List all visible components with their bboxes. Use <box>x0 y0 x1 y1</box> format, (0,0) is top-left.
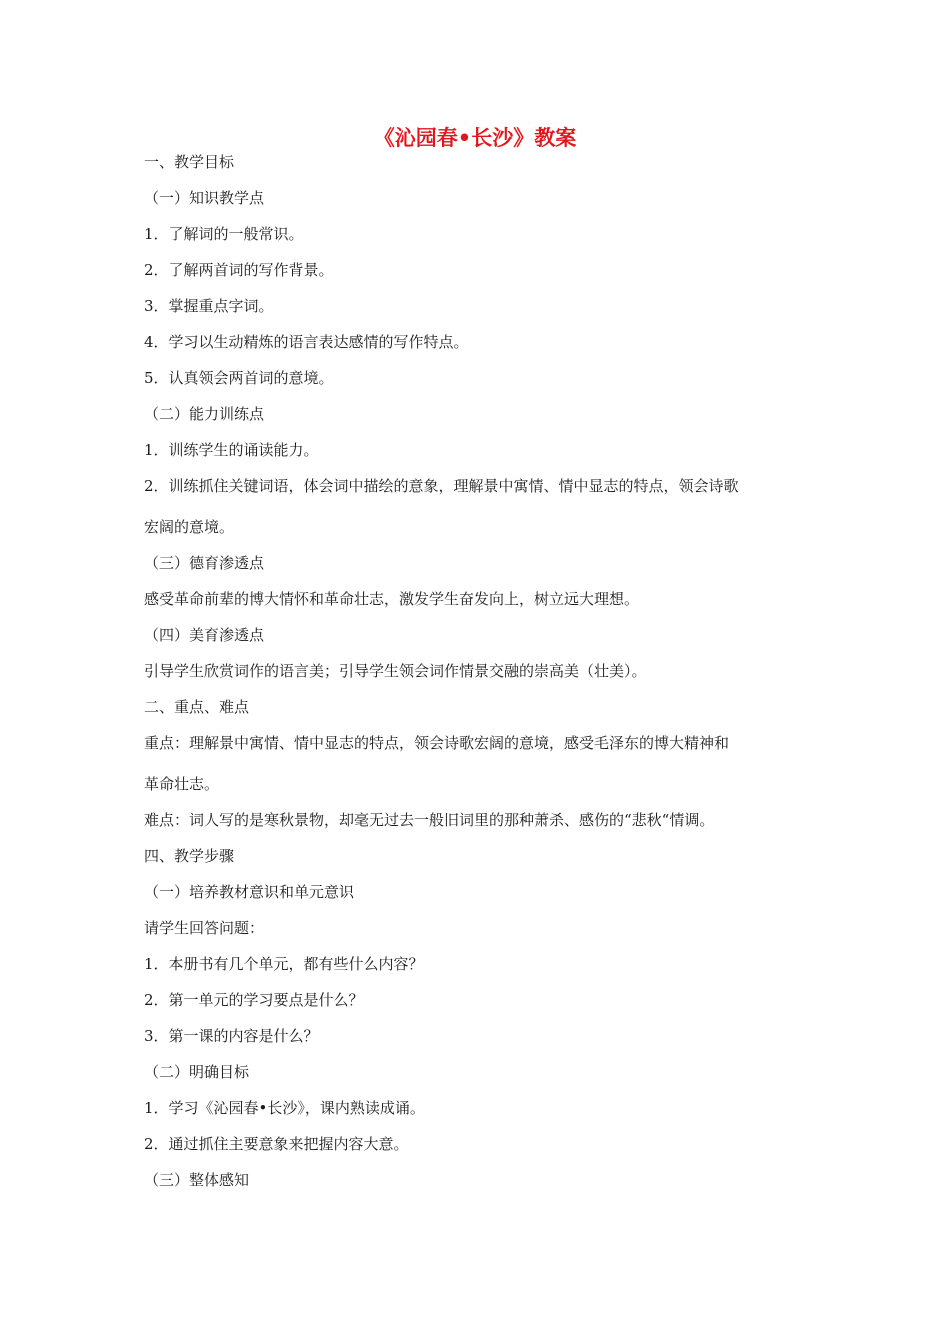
list-item: 4．学习以生动精炼的语言表达感情的写作特点。 <box>144 333 469 351</box>
list-item: 2．通过抓住主要意象来把握内容大意。 <box>144 1135 409 1153</box>
paragraph-continuation: 革命壮志。 <box>144 775 220 793</box>
subsection-heading: （三）整体感知 <box>144 1171 250 1189</box>
subsection-heading: （二）明确目标 <box>144 1063 250 1081</box>
list-item: 2．了解两首词的写作背景。 <box>144 261 334 279</box>
section-heading-key-points: 二、重点、难点 <box>144 698 250 716</box>
list-item: 1．本册书有几个单元，都有些什么内容？ <box>144 955 424 973</box>
subsection-heading: （三）德育渗透点 <box>144 554 265 572</box>
section-heading-objectives: 一、教学目标 <box>144 153 235 171</box>
list-item-continuation: 宏阔的意境。 <box>144 518 235 536</box>
list-item: 1．学习《沁园春•长沙》，课内熟读成诵。 <box>144 1099 425 1117</box>
list-item: 1．训练学生的诵读能力。 <box>144 441 319 459</box>
section-heading-steps: 四、教学步骤 <box>144 847 235 865</box>
paragraph: 重点：理解景中寓情、情中显志的特点，领会诗歌宏阔的意境，感受毛泽东的博大精神和 <box>144 734 730 752</box>
list-item: 1．了解词的一般常识。 <box>144 225 304 243</box>
list-item: 3．掌握重点字词。 <box>144 297 274 315</box>
paragraph: 请学生回答问题： <box>144 919 265 937</box>
document-title: 《沁园春•长沙》教案 <box>373 126 577 150</box>
paragraph: 难点：词人写的是寒秋景物，却毫无过去一般旧词里的那种萧杀、感伤的“悲秋“情调。 <box>144 811 715 829</box>
paragraph: 引导学生欣赏词作的语言美；引导学生领会词作情景交融的崇高美（壮美）。 <box>144 662 647 680</box>
list-item: 2．训练抓住关键词语，体会词中描绘的意象，理解景中寓情、情中显志的特点，领会诗歌 <box>144 477 739 495</box>
subsection-heading: （一）知识教学点 <box>144 189 265 207</box>
subsection-heading: （一）培养教材意识和单元意识 <box>144 883 355 901</box>
list-item: 2．第一单元的学习要点是什么？ <box>144 991 364 1009</box>
list-item: 3．第一课的内容是什么？ <box>144 1027 319 1045</box>
subsection-heading: （四）美育渗透点 <box>144 626 265 644</box>
subsection-heading: （二）能力训练点 <box>144 405 265 423</box>
list-item: 5．认真领会两首词的意境。 <box>144 369 334 387</box>
paragraph: 感受革命前辈的博大情怀和革命壮志，激发学生奋发向上，树立远大理想。 <box>144 590 640 608</box>
